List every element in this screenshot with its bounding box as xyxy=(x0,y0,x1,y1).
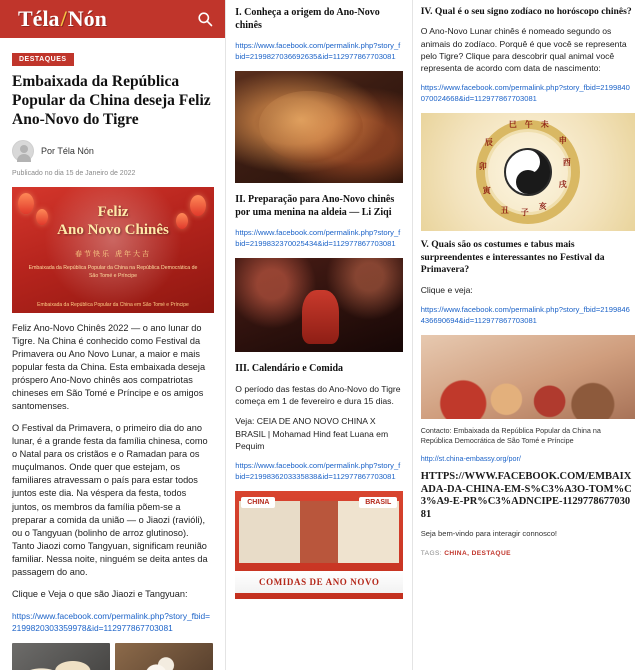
facebook-link[interactable]: https://www.facebook.com/permalink.php?story_fbid=2199820303359978&id=112977867703081 xyxy=(12,610,211,634)
jiaozi-photo[interactable] xyxy=(12,643,110,670)
section-heading-customs: V. Quais são os costumes e tabus mais surpreendentes e interessantes no Festival da Primavera? xyxy=(420,239,605,276)
calendar-paragraph: O período das festas do Ano-Novo do Tigre começa em 1 de fevereiro e dura 15 dias. xyxy=(235,384,401,407)
zodiac-char: 亥 xyxy=(538,202,547,212)
zodiac-char: 巳 xyxy=(508,120,517,130)
zodiac-char: 未 xyxy=(540,120,549,130)
section-heading-preparation: II. Preparação para Ano-Novo chinês por uma menina na aldeia — Li Ziqi xyxy=(235,194,395,218)
facebook-link-preparation[interactable]: https://www.facebook.com/permalink.php?story_fbid=2199832370025434&id=112977867703081 xyxy=(235,228,401,248)
tags-value[interactable]: CHINA, DESTAQUE xyxy=(444,549,511,557)
column-zodiac-footer xyxy=(413,0,642,670)
column-sections xyxy=(226,0,411,670)
logo-divider: / xyxy=(60,6,67,31)
column-main-article xyxy=(0,0,225,670)
cooking-caption: COMIDAS DE ANO NOVO xyxy=(259,577,380,588)
section-heading-origin: I. Conheça a origem do Ano-Novo chinês xyxy=(235,7,380,31)
chinese-zodiac-wheel-image[interactable] xyxy=(421,113,635,231)
facebook-link-customs[interactable]: https://www.facebook.com/permalink.php?story_fbid=2199846436690694&id=112977867703081 xyxy=(420,304,630,325)
article-paragraph: Feliz Ano-Novo Chinês 2022 — o ano lunar do Tigre. Na China é conhecido como Festival da Primavera ou Ano Novo Lunar, a maior e mais popular festa da China. Esta embaixada deseja próspero Ano-Novo chinês aos compatriotas chineses em São Tomé e Príncipe e os amigos santomenses. xyxy=(12,322,206,412)
tags-label: TAGS: xyxy=(420,549,442,557)
publish-date: Publicado no dia 15 de Janeiro de 2022 xyxy=(12,169,136,177)
site-header xyxy=(0,0,225,38)
embassy-website-link[interactable]: http://st.china-embassy.org/por/ xyxy=(420,453,521,463)
facebook-link-calendar[interactable]: https://www.facebook.com/permalink.php?story_fbid=2199836203335838&id=112977867703081 xyxy=(235,461,401,482)
search-icon[interactable] xyxy=(197,11,213,27)
customs-cta: Clique e veja: xyxy=(420,284,473,295)
zodiac-char: 寅 xyxy=(482,186,491,196)
zodiac-char: 戌 xyxy=(558,180,567,190)
cooking-caption-band xyxy=(235,571,403,593)
tiger-painting-image[interactable] xyxy=(235,71,403,183)
zodiac-char: 酉 xyxy=(562,158,571,168)
article-body xyxy=(0,38,225,670)
zodiac-char: 申 xyxy=(558,136,567,146)
category-badge[interactable]: DESTAQUES xyxy=(12,53,74,66)
facebook-page-link[interactable]: HTTPS://WWW.FACEBOOK.COM/EMBAIXADA-DA-CHINA-EM-S%C3%A3O-TOM%C3%A9-E-PR%C3%ADNCIPE-112977867703081 xyxy=(420,470,632,521)
contact-info: Contacto: Embaixada da República Popular da China na República Democrática de São Tomé e Príncipe xyxy=(420,425,601,446)
byline xyxy=(12,140,213,162)
tags-row xyxy=(421,550,634,557)
flag-chip-brasil: BRASIL xyxy=(359,497,397,508)
site-logo[interactable] xyxy=(18,6,107,32)
hero-poster-image xyxy=(12,187,214,313)
page-title: Embaixada da República Popular da China deseja Feliz Ano-Novo do Tigre xyxy=(12,73,211,128)
section-heading-calendar: III. Calendário e Comida xyxy=(235,363,344,374)
zodiac-char: 辰 xyxy=(484,138,493,148)
poster-chinese-text: 春节快乐 虎年大吉 xyxy=(75,250,151,258)
avatar xyxy=(12,140,34,162)
tangyuan-photo[interactable] xyxy=(115,643,213,670)
poster-title-line2: Ano Novo Chinês xyxy=(57,222,169,239)
logo-text-part2: Nón xyxy=(67,6,107,31)
section-heading-zodiac: IV. Qual é o seu signo zodíaco no horóscopo chinês? xyxy=(420,6,632,17)
author-name[interactable]: Por Téla Nón xyxy=(41,145,94,156)
zodiac-char: 午 xyxy=(524,120,533,130)
cooking-photo-inner xyxy=(239,501,399,563)
facebook-link-origin[interactable]: https://www.facebook.com/permalink.php?story_fbid=2199827036692635&id=112977867703081 xyxy=(235,41,401,61)
photo-row xyxy=(12,643,213,670)
logo-text-part1: Téla xyxy=(18,6,60,31)
poster-subtitle: Embaixada da República Popular da China na República Democrática de São Tomé e Príncipe xyxy=(28,264,198,279)
poster-footer: Embaixada da República Popular da China em São Tomé e Príncipe xyxy=(37,301,189,308)
calendar-see-line: Veja: CEIA DE ANO NOVO CHINA X BRASIL | Mohamad Hind feat Luana em Pequim xyxy=(235,416,389,451)
zodiac-char: 子 xyxy=(520,208,529,218)
family-celebration-image[interactable] xyxy=(421,335,635,419)
article-paragraph: Clique e Veja o que são Jiaozi e Tangyuan: xyxy=(12,588,188,599)
li-ziqi-video-image[interactable] xyxy=(235,258,403,352)
cooking-video-image[interactable] xyxy=(235,491,403,599)
poster-title xyxy=(12,203,214,240)
poster-title-line1: Feliz xyxy=(97,203,129,220)
yin-yang-icon xyxy=(504,148,552,196)
zodiac-char: 卯 xyxy=(478,162,487,172)
article-paragraph: O Festival da Primavera, o primeiro dia do ano lunar, é a grande festa da família chinesa, como o Natal para os cristãos e o Ramadan para os muçulmanos. Onde quer que estejam, os familiares atravessam o país para estar todos juntos este dia. Na véspera da festa, todos juntos, os membros da família põem-se a preparar a comida da união — o Jiaozi (ravióli), ou o Tangyuan (bolinho de arroz glutinoso). Tanto Jiaozi como Tangyuan, significam reunião familiar. Nessa noite, ninguém se deita antes da passagem do ano. xyxy=(12,423,208,577)
zodiac-paragraph: O Ano-Novo Lunar chinês é nomeado segundo os animais do zodíaco. Porquê é que você se representa pelo Tigre? Clique para descobrir qual animal você representa de acordo com data de nascimento: xyxy=(420,26,627,74)
welcome-text: Seja bem-vindo para interagir connosco! xyxy=(420,528,558,538)
flag-chip-china: CHINA xyxy=(241,497,275,508)
facebook-link-zodiac[interactable]: https://www.facebook.com/permalink.php?story_fbid=2199840070024668&id=112977867703081 xyxy=(420,83,630,104)
zodiac-char: 丑 xyxy=(500,206,509,216)
